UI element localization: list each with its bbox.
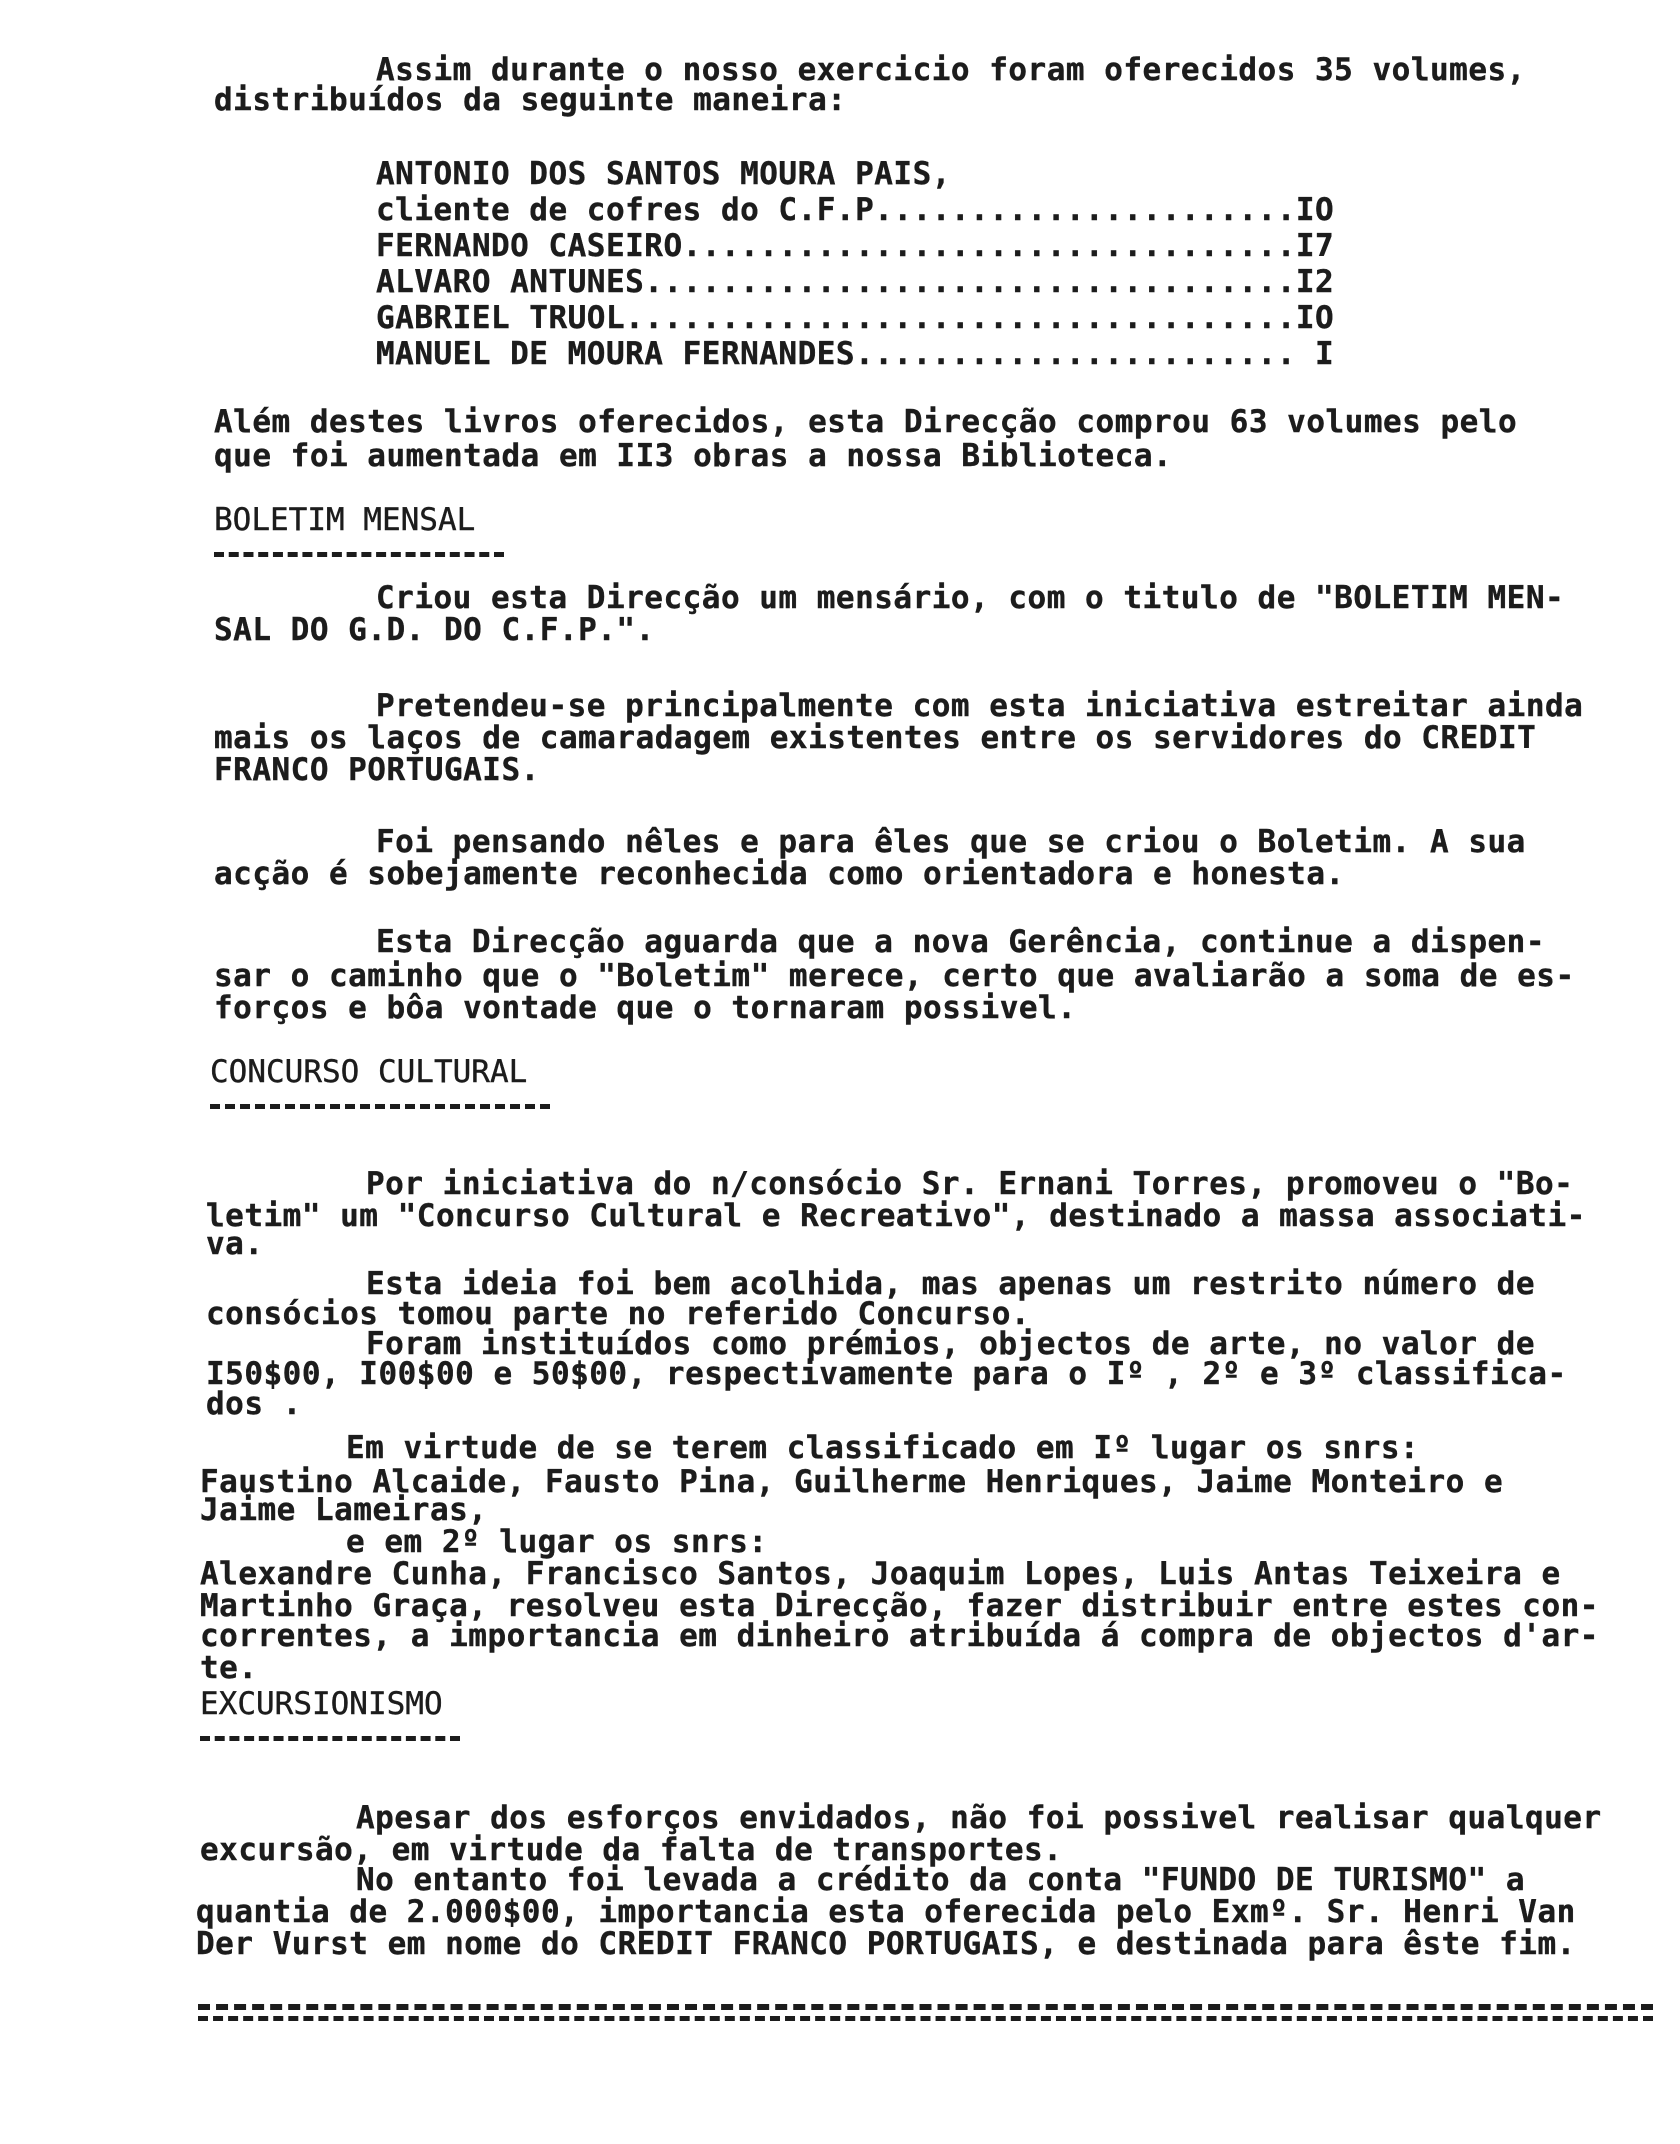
concurso-p2-line: Esta ideia foi bem acolhida, mas apenas um restrito número de [366, 1266, 1535, 1302]
excursionismo-p1-line: Apesar dos esforços envidados, não foi possivel realisar qualquer [356, 1800, 1602, 1836]
donation-entry: ALVARO ANTUNES..................................I2 [376, 264, 1335, 300]
boletim-p2-line: mais os laços de camaradagem existentes entre os servidores do CREDIT [214, 720, 1537, 756]
boletim-p4-line: sar o caminho que o "Boletim" merece, certo que avaliarão a soma de es- [214, 958, 1575, 994]
concurso-p4-line: e em 2º lugar os snrs: [346, 1524, 768, 1560]
closing-rule [198, 2016, 1653, 2021]
intro-line-2: distribuídos da seguinte maneira: [214, 82, 847, 118]
heading-underline [200, 1736, 460, 1741]
concurso-p1-line: Por iniciativa do n/consócio Sr. Ernani Torres, promoveu o "Bo- [366, 1166, 1574, 1202]
boletim-p2-line: Pretendeu-se principalmente com esta iniciativa estreitar ainda [376, 688, 1584, 724]
purchase-line-2: que foi aumentada em II3 obras a nossa Biblioteca. [214, 438, 1173, 474]
concurso-p3-line: dos . [206, 1386, 302, 1422]
excursionismo-p2-line: No entanto foi levada a crédito da conta "FUNDO DE TURISMO" a [356, 1862, 1525, 1898]
section-heading-boletim: BOLETIM MENSAL [214, 502, 476, 538]
boletim-p4-line: forços e bôa vontade que o tornaram possivel. [214, 990, 1077, 1026]
concurso-p4-line: Alexandre Cunha, Francisco Santos, Joaquim Lopes, Luis Antas Teixeira e [200, 1556, 1561, 1592]
boletim-p1-line: Criou esta Direcção um mensário, com o titulo de "BOLETIM MEN- [376, 580, 1565, 616]
boletim-p4-line: Esta Direcção aguarda que a nova Gerência, continue a dispen- [376, 924, 1545, 960]
concurso-p4-line: Martinho Graça, resolveu esta Direcção, fazer distribuir entre estes con- [200, 1588, 1599, 1624]
concurso-p1-line: letim" um "Concurso Cultural e Recreativo", destinado a massa associati- [206, 1198, 1586, 1234]
boletim-p3-line: acção é sobejamente reconhecida como orientadora e honesta. [214, 856, 1345, 892]
concurso-p4-line: Faustino Alcaide, Fausto Pina, Guilherme Henriques, Jaime Monteiro e [200, 1464, 1504, 1500]
heading-underline [214, 552, 504, 557]
excursionismo-p2-line: Der Vurst em nome do CREDIT FRANCO PORTUGAIS, e destinada para êste fim. [196, 1926, 1576, 1962]
boletim-p2-line: FRANCO PORTUGAIS. [214, 752, 540, 788]
concurso-p4-line: correntes, a importancia em dinheiro atribuída á compra de objectos d'ar- [200, 1618, 1599, 1654]
concurso-p4-line: Jaime Lameiras, [200, 1492, 488, 1528]
heading-underline [210, 1104, 550, 1109]
concurso-p3-line: Foram instituídos como prémios, objectos de arte, no valor de [366, 1326, 1535, 1362]
section-heading-excursionismo: EXCURSIONISMO [200, 1686, 443, 1722]
donation-entry: MANUEL DE MOURA FERNANDES....................... I [376, 336, 1335, 372]
excursionismo-p2-line: quantia de 2.000$00, importancia esta oferecida pelo Exmº. Sr. Henri Van [196, 1894, 1576, 1930]
closing-rule [198, 2004, 1653, 2010]
boletim-p3-line: Foi pensando nêles e para êles que se criou o Boletim. A sua [376, 824, 1526, 860]
donation-entry: FERNANDO CASEIRO................................I7 [376, 228, 1335, 264]
purchase-line-1: Além destes livros oferecidos, esta Direcção comprou 63 volumes pelo [214, 404, 1518, 440]
concurso-p2-line: consócios tomou parte no referido Concurso. [206, 1296, 1031, 1332]
donation-entry: GABRIEL TRUOL...................................IO [376, 300, 1335, 336]
boletim-p1-line: SAL DO G.D. DO C.F.P.". [214, 612, 655, 648]
concurso-p1-line: va. [206, 1226, 264, 1262]
donation-entry: ANTONIO DOS SANTOS MOURA PAIS, [376, 156, 951, 192]
intro-line-1: Assim durante o nosso exercicio foram oferecidos 35 volumes, [376, 52, 1526, 88]
concurso-p4-line: Em virtude de se terem classificado em Iº lugar os snrs: [346, 1430, 1420, 1466]
section-heading-concurso: CONCURSO CULTURAL [210, 1054, 528, 1090]
concurso-p3-line: I50$00, I00$00 e 50$00, respectivamente para o Iº , 2º e 3º classifica- [206, 1356, 1567, 1392]
donation-entry: cliente de cofres do C.F.P......................IO [376, 192, 1335, 228]
concurso-p4-line: te. [200, 1650, 258, 1686]
excursionismo-p1-line: excursão, em virtude da falta de transportes. [200, 1832, 1063, 1868]
